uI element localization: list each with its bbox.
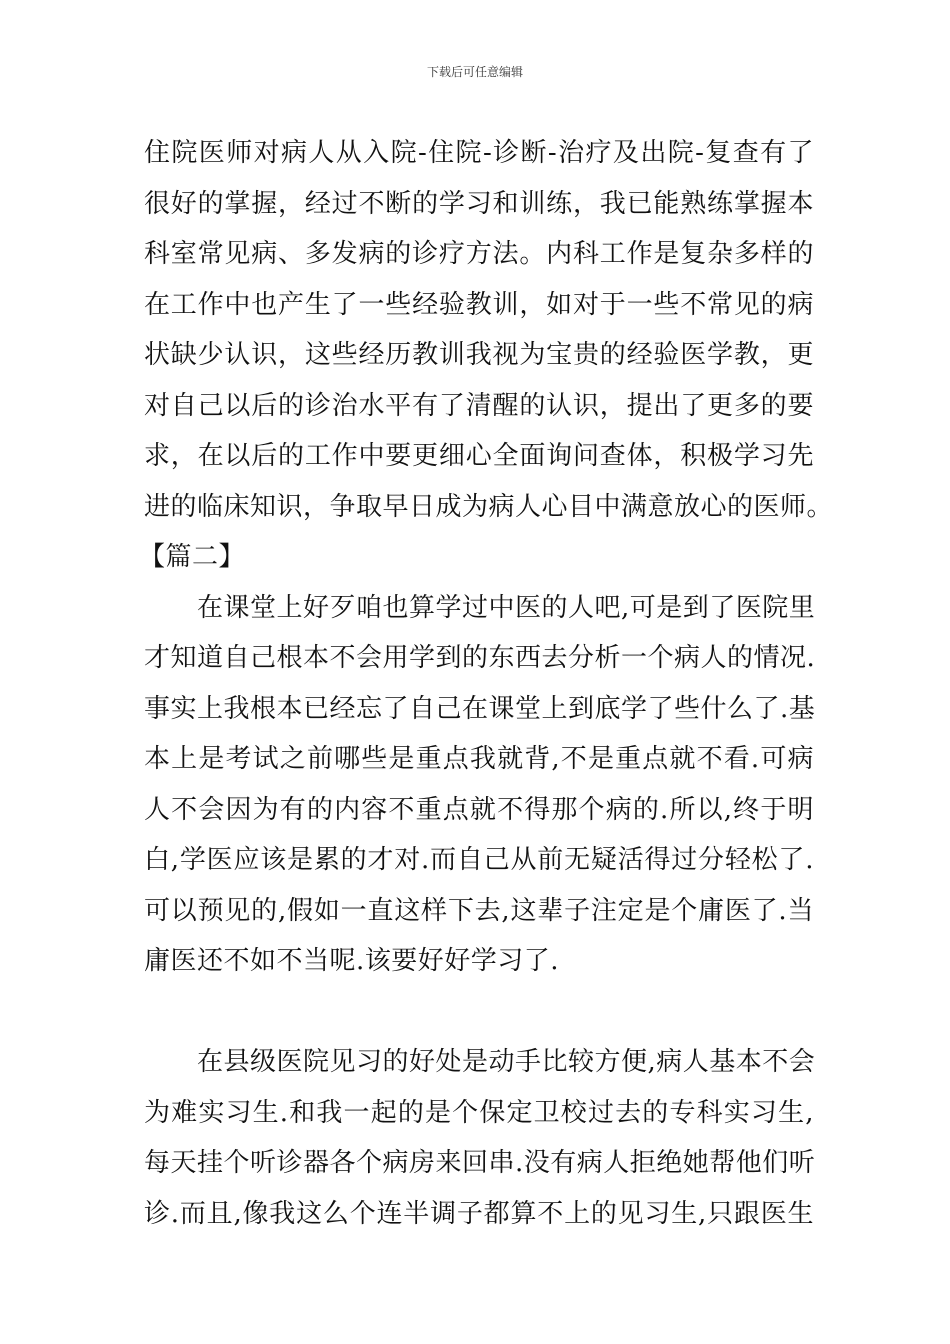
text-line: 人不会因为有的内容不重点就不得那个病的.所以,终于明 (144, 794, 814, 825)
text-line: 在课堂上好歹咱也算学过中医的人吧,可是到了医院里 (144, 592, 816, 623)
text-line: 每天挂个听诊器各个病房来回串.没有病人拒绝她帮他们听 (144, 1148, 816, 1178)
text-line: 庸医还不如不当呢.该要好好学习了. (144, 946, 560, 976)
text-line: 为难实习生.和我一起的是个保定卫校过去的专科实习生, (144, 1097, 814, 1128)
text-line: 在工作中也产生了一些经验教训，如对于一些不常见的病 (144, 289, 814, 320)
text-line: 本上是考试之前哪些是重点我就背,不是重点就不看.可病 (144, 744, 814, 774)
section-heading: 【篇二】 (139, 542, 246, 572)
text-line: 科室常见病、多发病的诊疗方法。内科工作是复杂多样的 (144, 239, 814, 269)
text-line: 对自己以后的诊治水平有了清醒的认识，提出了更多的要 (144, 390, 814, 421)
text-line: 住院医师对病人从入院-住院-诊断-治疗及出院-复查有了 (144, 138, 814, 168)
text-line: 状缺少认识，这些经历教训我视为宝贵的经验医学教，更 (144, 340, 814, 370)
section-one (144, 128, 834, 532)
document-body (139, 128, 834, 1239)
text-line: 在县级医院见习的好处是动手比较方便,病人基本不会 (144, 1047, 816, 1077)
text-line: 事实上我根本已经忘了自己在课堂上到底学了些什么了.基 (144, 693, 816, 724)
paragraph-spacer (144, 987, 814, 1038)
text-line: 求，在以后的工作中要更细心全面询问查体，积极学习先 (144, 441, 814, 471)
text-line: 才知道自己根本不会用学到的东西去分析一个病人的情况. (144, 643, 816, 673)
text-line: 白,学医应该是累的才对.而自己从前无疑活得过分轻松了. (144, 845, 814, 875)
page-header: 下载后可任意编辑 (426, 65, 523, 79)
text-line: 可以预见的,假如一直这样下去,这辈子注定是个庸医了.当 (144, 895, 814, 926)
text-line: 很好的掌握，经过不断的学习和训练，我已能熟练掌握本 (144, 188, 814, 219)
paragraph (144, 1037, 814, 1239)
paragraph (144, 583, 814, 987)
text-line: 进的临床知识，争取早日成为病人心目中满意放心的医师。 (144, 491, 834, 522)
text-line: 诊.而且,像我这么个连半调子都算不上的见习生,只跟医生 (144, 1198, 814, 1229)
section-two (139, 532, 816, 1239)
